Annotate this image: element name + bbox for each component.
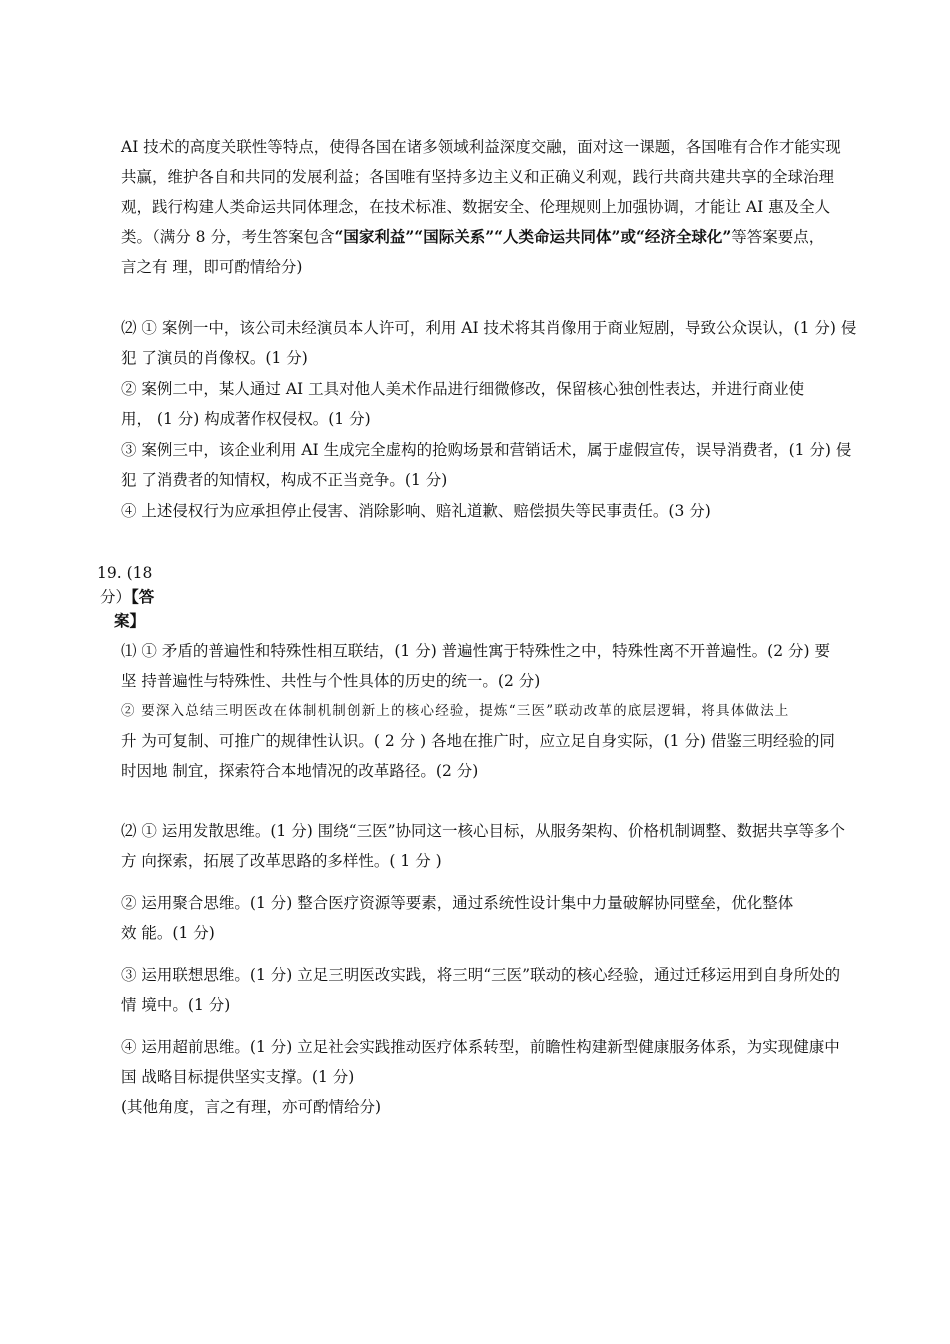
text-line: ③ 运用联想思维。(1 分) 立足三明医改实践，将三明“三医”联动的核心经验，通过迁移运用到自身所处的 <box>121 966 841 984</box>
text-line: 用， (1 分) 构成著作权侵权。(1 分) <box>121 410 371 428</box>
list-item <box>121 960 845 1020</box>
text-line: 观，践行构建人类命运共同体理念，在技术标准、数据安全、伦理规则上加强协调，才能让 AI 惠及全人 <box>121 198 831 216</box>
list-item <box>121 636 835 696</box>
text-line: 国 战略目标提供坚实支撑。(1 分) <box>121 1068 355 1086</box>
question-number: 19. (18 <box>97 564 153 582</box>
list-item <box>121 1032 845 1092</box>
list-item <box>121 374 856 434</box>
text-line: AI 技术的高度关联性等特点，使得各国在诸多领域利益深度交融，面对这一课题，各国唯有合作才能实现 <box>121 138 841 156</box>
list-item <box>121 435 856 495</box>
answer-paragraph-global-governance <box>121 132 841 282</box>
text-line: 时因地 制宜，探索符合本地情况的改革路径。(2 分) <box>121 762 479 780</box>
text-line: 共赢，维护各自和共同的发展利益；各国唯有坚持多边主义和正确义利观，践行共商共建共享的全球治理 <box>121 168 835 186</box>
text-line: ⑴ ① 矛盾的普遍性和特殊性相互联结，(1 分) 普遍性寓于特殊性之中，特殊性离不开普遍性。(2 分) 要 <box>121 642 830 660</box>
answer-list-infringement-cases <box>121 313 856 527</box>
answer-list-contradiction <box>121 636 835 786</box>
list-item <box>121 313 856 373</box>
text-line: ② 案例二中，某人通过 AI 工具对他人美术作品进行细微修改，保留核心独创性表达，并进行商业使 <box>121 380 805 398</box>
text-line: ④ 运用超前思维。(1 分) 立足社会实践推动医疗体系转型，前瞻性构建新型健康服务体系，为实现健康中 <box>121 1038 840 1056</box>
text-line: ⑵ ① 案例一中，该公司未经演员本人许可，利用 AI 技术将其肖像用于商业短剧，导致公众误认，(1 分) 侵 <box>121 319 857 337</box>
text-line: 犯 了演员的肖像权。(1 分) <box>121 349 308 367</box>
answer-list-thinking-methods <box>121 816 845 1122</box>
list-item <box>121 696 835 786</box>
text-line <box>97 585 154 609</box>
question-19-heading <box>97 561 154 633</box>
text-line: 情 境中。(1 分) <box>121 996 231 1014</box>
text-line: 言之有 理，即可酌情给分) <box>121 258 303 276</box>
list-item <box>121 888 845 948</box>
text-span: 等答案要点， <box>731 228 825 246</box>
text-line: ③ 案例三中，该企业利用 AI 生成完全虚构的抢购场景和营销话术，属于虚假宣传，误导消费者，(1 分) 侵 <box>121 441 852 459</box>
text-line: ② 运用聚合思维。(1 分) 整合医疗资源等要素，通过系统性设计集中力量破解协同壁垒，优化整体 <box>121 894 794 912</box>
text-line: 升 为可复制、可推广的规律性认识。( 2 分 ) 各地在推广时，应立足自身实际，(1 分) 借鉴三明经验的同 <box>121 732 835 750</box>
text-line: ④ 上述侵权行为应承担停止侵害、消除影响、赔礼道歉、赔偿损失等民事责任。(3 分) <box>121 502 711 520</box>
text-line: 方 向探索，拓展了改革思路的多样性。( 1 分 ) <box>121 852 442 870</box>
text-line <box>121 222 841 252</box>
text-line: 坚 持普遍性与特殊性、共性与个性具体的历史的统一。(2 分) <box>121 672 541 690</box>
answer-label: 案】 <box>114 611 146 630</box>
text-line: 犯 了消费者的知情权，构成不正当竞争。(1 分) <box>121 471 448 489</box>
answer-label: 【答 <box>131 587 155 606</box>
grading-note: (其他角度，言之有理，亦可酌情给分) <box>121 1098 382 1116</box>
list-item <box>121 816 845 876</box>
text-line: 效 能。(1 分) <box>121 924 215 942</box>
score-label: 分） <box>100 588 132 606</box>
text-span: 类。（满分 8 分，考生答案包含 <box>121 228 335 246</box>
list-item <box>121 496 856 526</box>
key-points-bold: “国家利益”“国际关系”“人类命运共同体”或“经济全球化” <box>334 227 732 246</box>
text-line: ⑵ ① 运用发散思维。(1 分) 围绕“三医”协同这一核心目标，从服务架构、价格机制调整、数据共享等多个 <box>121 822 846 840</box>
text-line: ② 要深入总结三明医改在体制机制创新上的核心经验，提炼“三医”联动改革的底层逻辑，将具体做法上 <box>121 703 790 719</box>
